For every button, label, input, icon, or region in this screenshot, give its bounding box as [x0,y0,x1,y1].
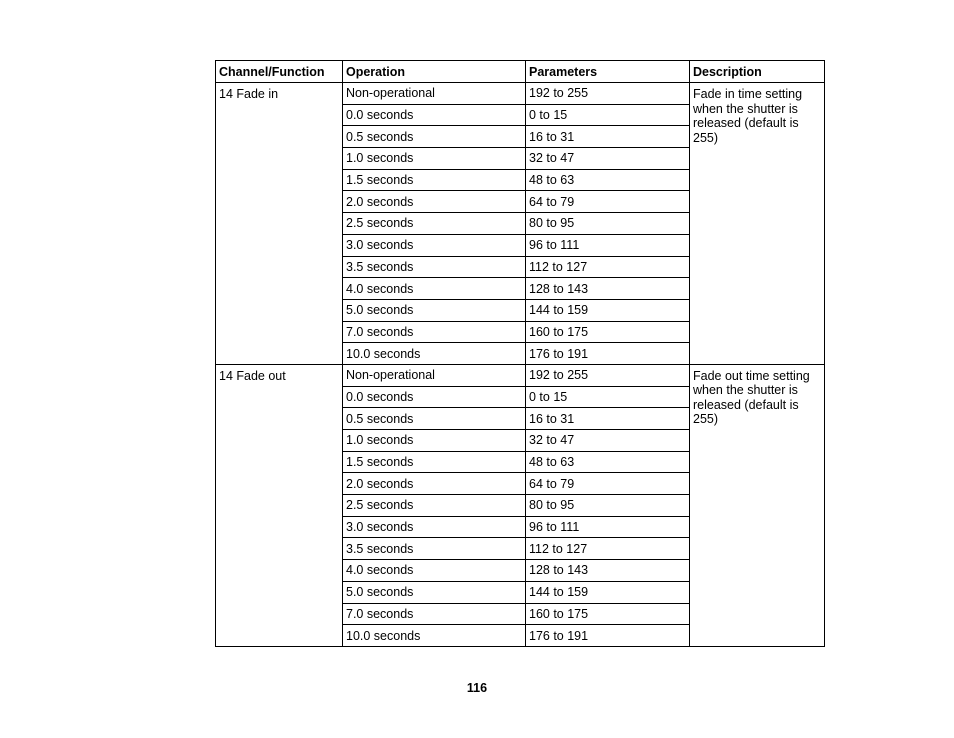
table-body [216,83,825,647]
parameters-cell: 32 to 47 [526,148,690,170]
table-row [216,83,825,105]
table-row [216,364,825,386]
parameters-cell: 176 to 191 [526,343,690,365]
channel-function-cell: 14 Fade in [216,83,343,365]
operation-cell: 5.0 seconds [343,581,526,603]
parameters-cell: 16 to 31 [526,126,690,148]
operation-cell: 0.5 seconds [343,408,526,430]
operation-cell: 10.0 seconds [343,343,526,365]
operation-cell: 3.5 seconds [343,538,526,560]
operation-cell: 0.0 seconds [343,104,526,126]
parameters-cell: 160 to 175 [526,603,690,625]
operation-cell: 5.0 seconds [343,299,526,321]
parameters-cell: 144 to 159 [526,581,690,603]
operation-cell: Non-operational [343,83,526,105]
operation-cell: 0.0 seconds [343,386,526,408]
parameters-cell: 112 to 127 [526,256,690,278]
parameters-cell: 96 to 111 [526,516,690,538]
operation-cell: 3.0 seconds [343,516,526,538]
parameters-cell: 64 to 79 [526,473,690,495]
operation-cell: 1.5 seconds [343,169,526,191]
parameters-cell: 32 to 47 [526,430,690,452]
parameters-cell: 48 to 63 [526,169,690,191]
operation-cell: 4.0 seconds [343,278,526,300]
parameters-cell: 192 to 255 [526,364,690,386]
page-number: 116 [466,681,488,695]
parameters-cell: 128 to 143 [526,560,690,582]
header-description: Description [690,61,825,83]
parameters-cell: 128 to 143 [526,278,690,300]
header-channel-function: Channel/Function [216,61,343,83]
operation-cell: 7.0 seconds [343,603,526,625]
parameters-cell: 192 to 255 [526,83,690,105]
operation-cell: 2.5 seconds [343,495,526,517]
channel-function-table [215,60,825,647]
parameters-cell: 16 to 31 [526,408,690,430]
table-header-row [216,61,825,83]
operation-cell: 10.0 seconds [343,625,526,647]
operation-cell: 4.0 seconds [343,560,526,582]
parameters-cell: 80 to 95 [526,213,690,235]
operation-cell: 0.5 seconds [343,126,526,148]
parameters-cell: 48 to 63 [526,451,690,473]
parameters-cell: 96 to 111 [526,234,690,256]
description-cell: Fade in time setting when the shutter is released (default is 255) [690,83,825,365]
parameters-cell: 0 to 15 [526,386,690,408]
operation-cell: 2.5 seconds [343,213,526,235]
parameters-cell: 144 to 159 [526,299,690,321]
parameters-cell: 160 to 175 [526,321,690,343]
operation-cell: 3.0 seconds [343,234,526,256]
operation-cell: 1.0 seconds [343,430,526,452]
parameters-cell: 64 to 79 [526,191,690,213]
parameters-cell: 0 to 15 [526,104,690,126]
header-operation: Operation [343,61,526,83]
channel-function-cell: 14 Fade out [216,364,343,646]
operation-cell: 1.5 seconds [343,451,526,473]
parameters-cell: 112 to 127 [526,538,690,560]
header-parameters: Parameters [526,61,690,83]
operation-cell: Non-operational [343,364,526,386]
operation-cell: 7.0 seconds [343,321,526,343]
parameters-cell: 176 to 191 [526,625,690,647]
operation-cell: 2.0 seconds [343,191,526,213]
operation-cell: 1.0 seconds [343,148,526,170]
description-cell: Fade out time setting when the shutter is released (default is 255) [690,364,825,646]
parameters-cell: 80 to 95 [526,495,690,517]
operation-cell: 3.5 seconds [343,256,526,278]
operation-cell: 2.0 seconds [343,473,526,495]
